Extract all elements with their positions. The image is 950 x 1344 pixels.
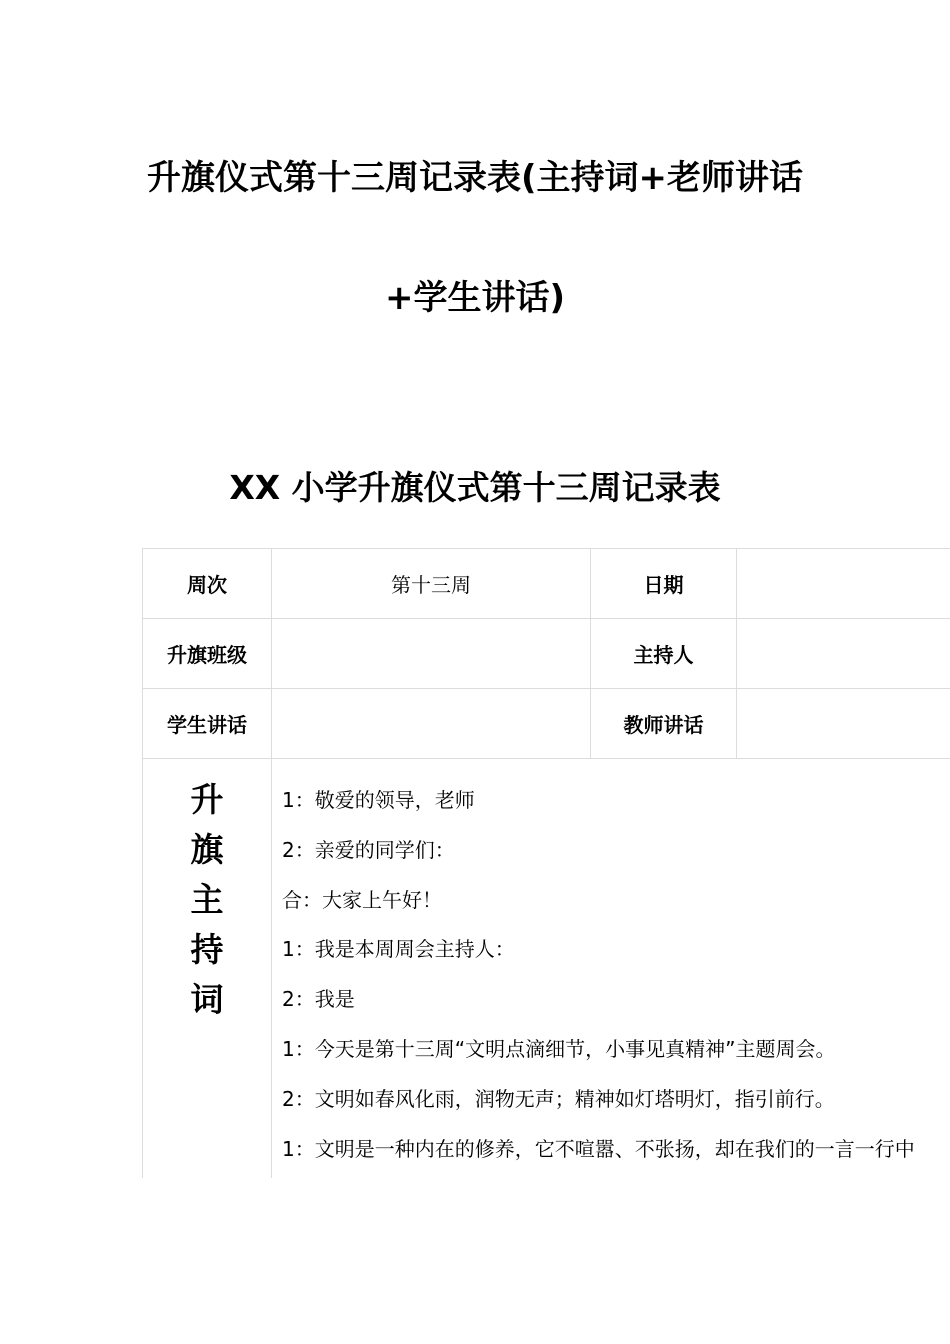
table-row: [143, 619, 950, 689]
script-line: 1：今天是第十三周“文明点滴细节，小事见真精神”主题周会。: [282, 1036, 836, 1061]
host-script-label-char: 升: [190, 780, 224, 819]
script-line: 1：敬爱的领导，老师: [282, 788, 475, 812]
script-line: 2：亲爱的同学们：: [282, 837, 455, 862]
host-script-label-char: 持: [190, 930, 224, 969]
host-value[interactable]: [737, 619, 950, 689]
table-row: [143, 689, 950, 759]
flag-class-label: 升旗班级: [143, 619, 272, 689]
script-line: 2：我是: [282, 987, 355, 1012]
teacher-speech-label: 教师讲话: [591, 689, 737, 759]
script-line: 2：文明如春风化雨，润物无声；精神如灯塔明灯，指引前行。: [282, 1086, 835, 1111]
script-line: 1：文明是一种内在的修养，它不喧嚣、不张扬，却在我们的一言一行中: [282, 1136, 915, 1161]
flag-class-value[interactable]: [272, 619, 591, 689]
student-speech-value[interactable]: [272, 689, 591, 759]
week-value[interactable]: 第十三周: [272, 549, 591, 619]
host-script-label: [143, 759, 272, 1179]
document-title-line-1: 升旗仪式第十三周记录表(主持词+老师讲话: [146, 158, 804, 198]
table-row: [143, 549, 950, 619]
host-script-content: [272, 759, 950, 1179]
host-script-label-char: 词: [190, 980, 224, 1019]
host-script-label-char: 主: [190, 880, 224, 919]
table-title: XX 小学升旗仪式第十三周记录表: [229, 468, 721, 507]
host-script-label-char: 旗: [190, 830, 224, 869]
student-speech-label: 学生讲话: [143, 689, 272, 759]
script-line: 1：我是本周周会主持人：: [282, 937, 515, 962]
host-label: 主持人: [591, 619, 737, 689]
record-table: [142, 548, 950, 1178]
date-label: 日期: [591, 549, 737, 619]
date-value[interactable]: [737, 549, 950, 619]
script-line: 合：大家上午好！: [282, 887, 442, 912]
table-row: [143, 759, 950, 1179]
week-label: 周次: [143, 549, 272, 619]
document-title-line-2: +学生讲话): [384, 278, 566, 318]
teacher-speech-value[interactable]: [737, 689, 950, 759]
